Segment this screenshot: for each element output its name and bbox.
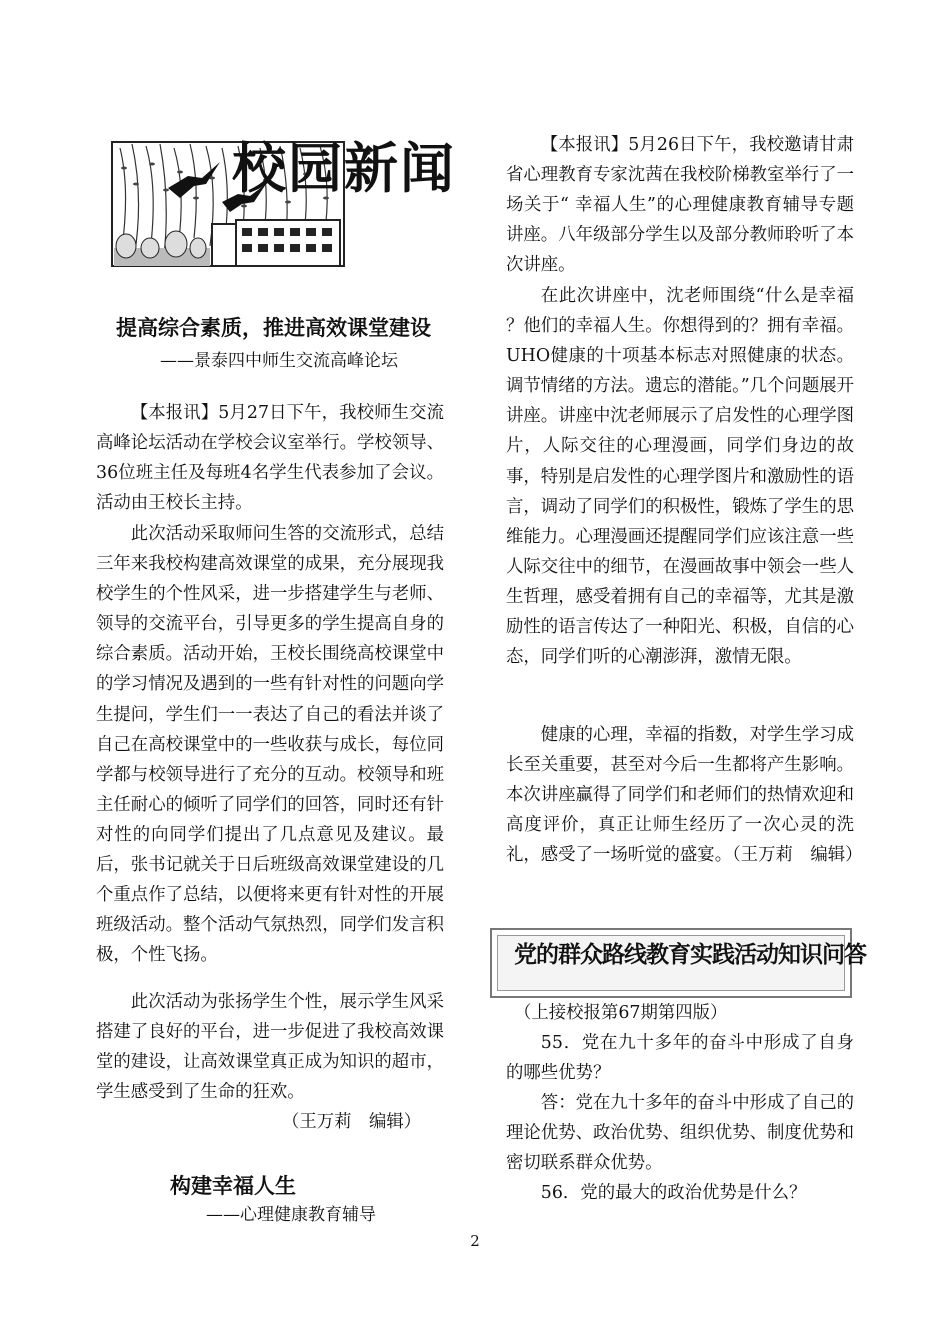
qa-banner-title: 党的群众路线教育实践活动知识问答 — [514, 942, 866, 968]
article2-paragraph-3: 健康的心理，幸福的指数，对学生学习成长至关重要，甚至对今后一生都将产生影响。本次讲座赢得了同学们和老师们的热情欢迎和高度评价，真正让师生经历了一次心灵的洗礼，感受了一场听觉的盛宴。（王万莉 编辑） — [506, 725, 863, 866]
qa-answer-55: 答：党在九十多年的奋斗中形成了自己的理论优势、政治优势、组织优势、制度优势和密切联系群众优势。 — [506, 1093, 854, 1174]
qa-banner — [490, 928, 866, 998]
article1-subtitle: ——景泰四中师生交流高峰论坛 — [160, 351, 398, 371]
qa-item-56: 56．党的最大的政治优势是什么？ — [540, 1183, 807, 1203]
article1-paragraph-2: 此次活动采取师问生答的交流形式，总结三年来我校构建高效课堂的成果，充分展现我校学生的个性风采，进一步搭建学生与老师、领导的交流平台，引导更多的学生提高自身的综合素质。活动开始，王校长围绕高校课堂中的学习情况及遇到的一些有针对性的问题向学生提问，学生们一一表达了自己的看法并谈了自己在高校课堂中的一些收获与成长，每位同学都与校领导进行了充分的互动。校领导和班主任耐心的倾听了同学们的回答，同时还有针对性的向同学们提出了几点意见及建议。最后，张书记就关于日后班级高效课堂建设的几个重点作了总结，以便将来更有针对性的开展班级活动。整个活动气氛热烈，同学们发言积极，个性飞扬。 — [96, 524, 444, 966]
qa-continued-note: （上接校报第67期第四版） — [514, 1003, 728, 1023]
article2-title: 构建幸福人生 — [170, 1174, 296, 1198]
masthead-title: 校园新闻 — [232, 136, 456, 200]
article1-paragraph-1: 【本报讯】5月27日下午，我校师生交流高峰论坛活动在学校会议室举行。学校领导、36位班主任及每班4名学生代表参加了会议。活动由王校长主持。 — [96, 403, 444, 514]
article2-paragraph-1: 【本报讯】5月26日下午，我校邀请甘肃省心理教育专家沈茜在我校阶梯教室举行了一场关于“ 幸福人生”的心理健康教育辅导专题讲座。八年级部分学生以及部分教师聆听了本次讲座。 — [506, 135, 854, 276]
qa-item-55: 55．党在九十多年的奋斗中形成了自身的哪些优势？ — [506, 1033, 854, 1084]
article2-subtitle: ——心理健康教育辅导 — [206, 1205, 376, 1225]
page-number: 2 — [470, 1232, 480, 1250]
article1-title: 提高综合素质，推进高效课堂建设 — [116, 316, 431, 340]
article1-paragraph-3: 此次活动为张扬学生个性，展示学生风采搭建了良好的平台，进一步促进了我校高效课堂的建设，让高效课堂真正成为知识的超市，学生感受到了生命的狂欢。 — [96, 992, 444, 1103]
article2-paragraph-2: 在此次讲座中，沈老师围绕“什么是幸福 ？他们的幸福人生。你想得到的？拥有幸福。UHO健康的十项基本标志对照健康的状态。调节情绪的方法。遗忘的潜能。”几个问题展开讲座。讲座中沈老师展示了启发性的心理学图片，人际交往的心理漫画，同学们身边的故事，特别是启发性的心理学图片和激励性的语言，调动了同学们的积极性，锻炼了学生的思维能力。心理漫画还提醒同学们应该注意一些人际交往中的细节，在漫画故事中领会一些人生哲理，感受着拥有自己的幸福等，尤其是激励性的语言传达了一种阳光、积极，自信的心态，同学们听的心潮澎湃，激情无限。 — [506, 286, 855, 668]
article1-editor: （王万莉 编辑） — [282, 1112, 422, 1132]
